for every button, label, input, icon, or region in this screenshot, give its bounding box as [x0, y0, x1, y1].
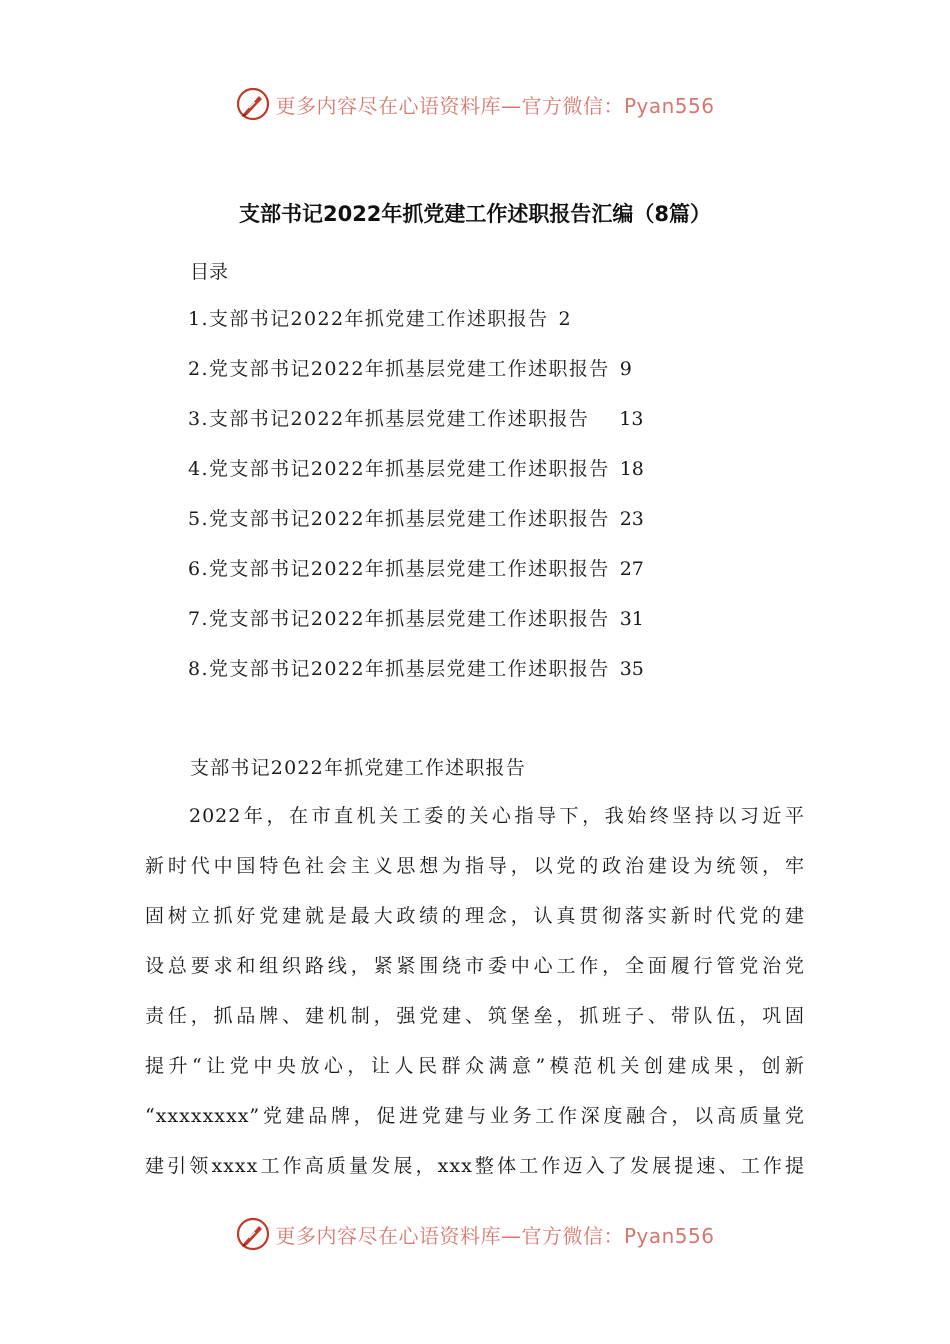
toc-item[interactable]	[188, 355, 644, 405]
section-heading: 支部书记2022年抓党建工作述职报告	[190, 757, 526, 779]
toc-item[interactable]	[188, 305, 644, 355]
toc-item-title: 8.党支部书记2022年抓基层党建工作述职报告	[188, 658, 610, 680]
toc-item-page: 27	[619, 558, 644, 580]
paragraph-line: 固树立抓好党建就是最大政绩的理念，认真贯彻落实新时代党的建	[145, 905, 805, 927]
watermark-text: 更多内容尽在心语资料库—官方微信：Pyan556	[275, 1223, 715, 1248]
toc-item[interactable]	[188, 605, 644, 655]
toc-item-title: 6.党支部书记2022年抓基层党建工作述职报告	[188, 558, 610, 580]
toc-item-page: 9	[619, 358, 632, 380]
toc-heading: 目录	[190, 261, 229, 283]
paragraph-line: 提升“让党中央放心，让人民群众满意”模范机关创建成果，创新	[145, 1055, 805, 1077]
toc-item[interactable]	[188, 655, 644, 705]
paragraph-line: 新时代中国特色社会主义思想为指导，以党的政治建设为统领，牢	[145, 855, 805, 877]
paragraph-line: 设总要求和组织路线，紧紧围绕市委中心工作，全面履行管党治党	[145, 955, 805, 977]
table-of-contents	[188, 305, 644, 705]
paragraph-line: 2022年，在市直机关工委的关心指导下，我始终坚持以习近平	[189, 805, 805, 827]
toc-item-title: 4.党支部书记2022年抓基层党建工作述职报告	[188, 458, 610, 480]
toc-item-title: 2.党支部书记2022年抓基层党建工作述职报告	[188, 358, 610, 380]
toc-item-title: 5.党支部书记2022年抓基层党建工作述职报告	[188, 508, 610, 530]
toc-item[interactable]	[188, 455, 644, 505]
toc-item-page: 23	[619, 508, 644, 530]
toc-item[interactable]	[188, 555, 644, 605]
toc-item-page: 35	[619, 658, 644, 680]
toc-item-page: 2	[558, 308, 571, 330]
toc-item-title: 7.党支部书记2022年抓基层党建工作述职报告	[188, 608, 610, 630]
watermark-banner-top	[0, 82, 950, 126]
pen-logo-icon	[235, 86, 271, 122]
paragraph-line: 建引领xxxx工作高质量发展，xxx整体工作迈入了发展提速、工作提	[145, 1155, 805, 1177]
toc-item-title: 1.支部书记2022年抓党建工作述职报告	[188, 308, 549, 330]
toc-item-page: 31	[619, 608, 644, 630]
pen-logo-icon	[235, 1216, 271, 1252]
toc-item[interactable]	[188, 405, 644, 455]
body-paragraph	[145, 801, 805, 1201]
toc-item-title: 3.支部书记2022年抓基层党建工作述职报告	[188, 408, 590, 430]
watermark-banner-bottom	[0, 1212, 950, 1256]
toc-item-page: 18	[619, 458, 644, 480]
paragraph-line: “xxxxxxxx”党建品牌，促进党建与业务工作深度融合，以高质量党	[145, 1105, 805, 1127]
toc-item-page: 13	[619, 408, 644, 430]
watermark-text: 更多内容尽在心语资料库—官方微信：Pyan556	[275, 93, 715, 118]
document-title: 支部书记2022年抓党建工作述职报告汇编（8篇）	[238, 202, 712, 226]
paragraph-line: 责任，抓品牌、建机制，强党建、筑堡垒，抓班子、带队伍，巩固	[145, 1005, 805, 1027]
toc-item[interactable]	[188, 505, 644, 555]
